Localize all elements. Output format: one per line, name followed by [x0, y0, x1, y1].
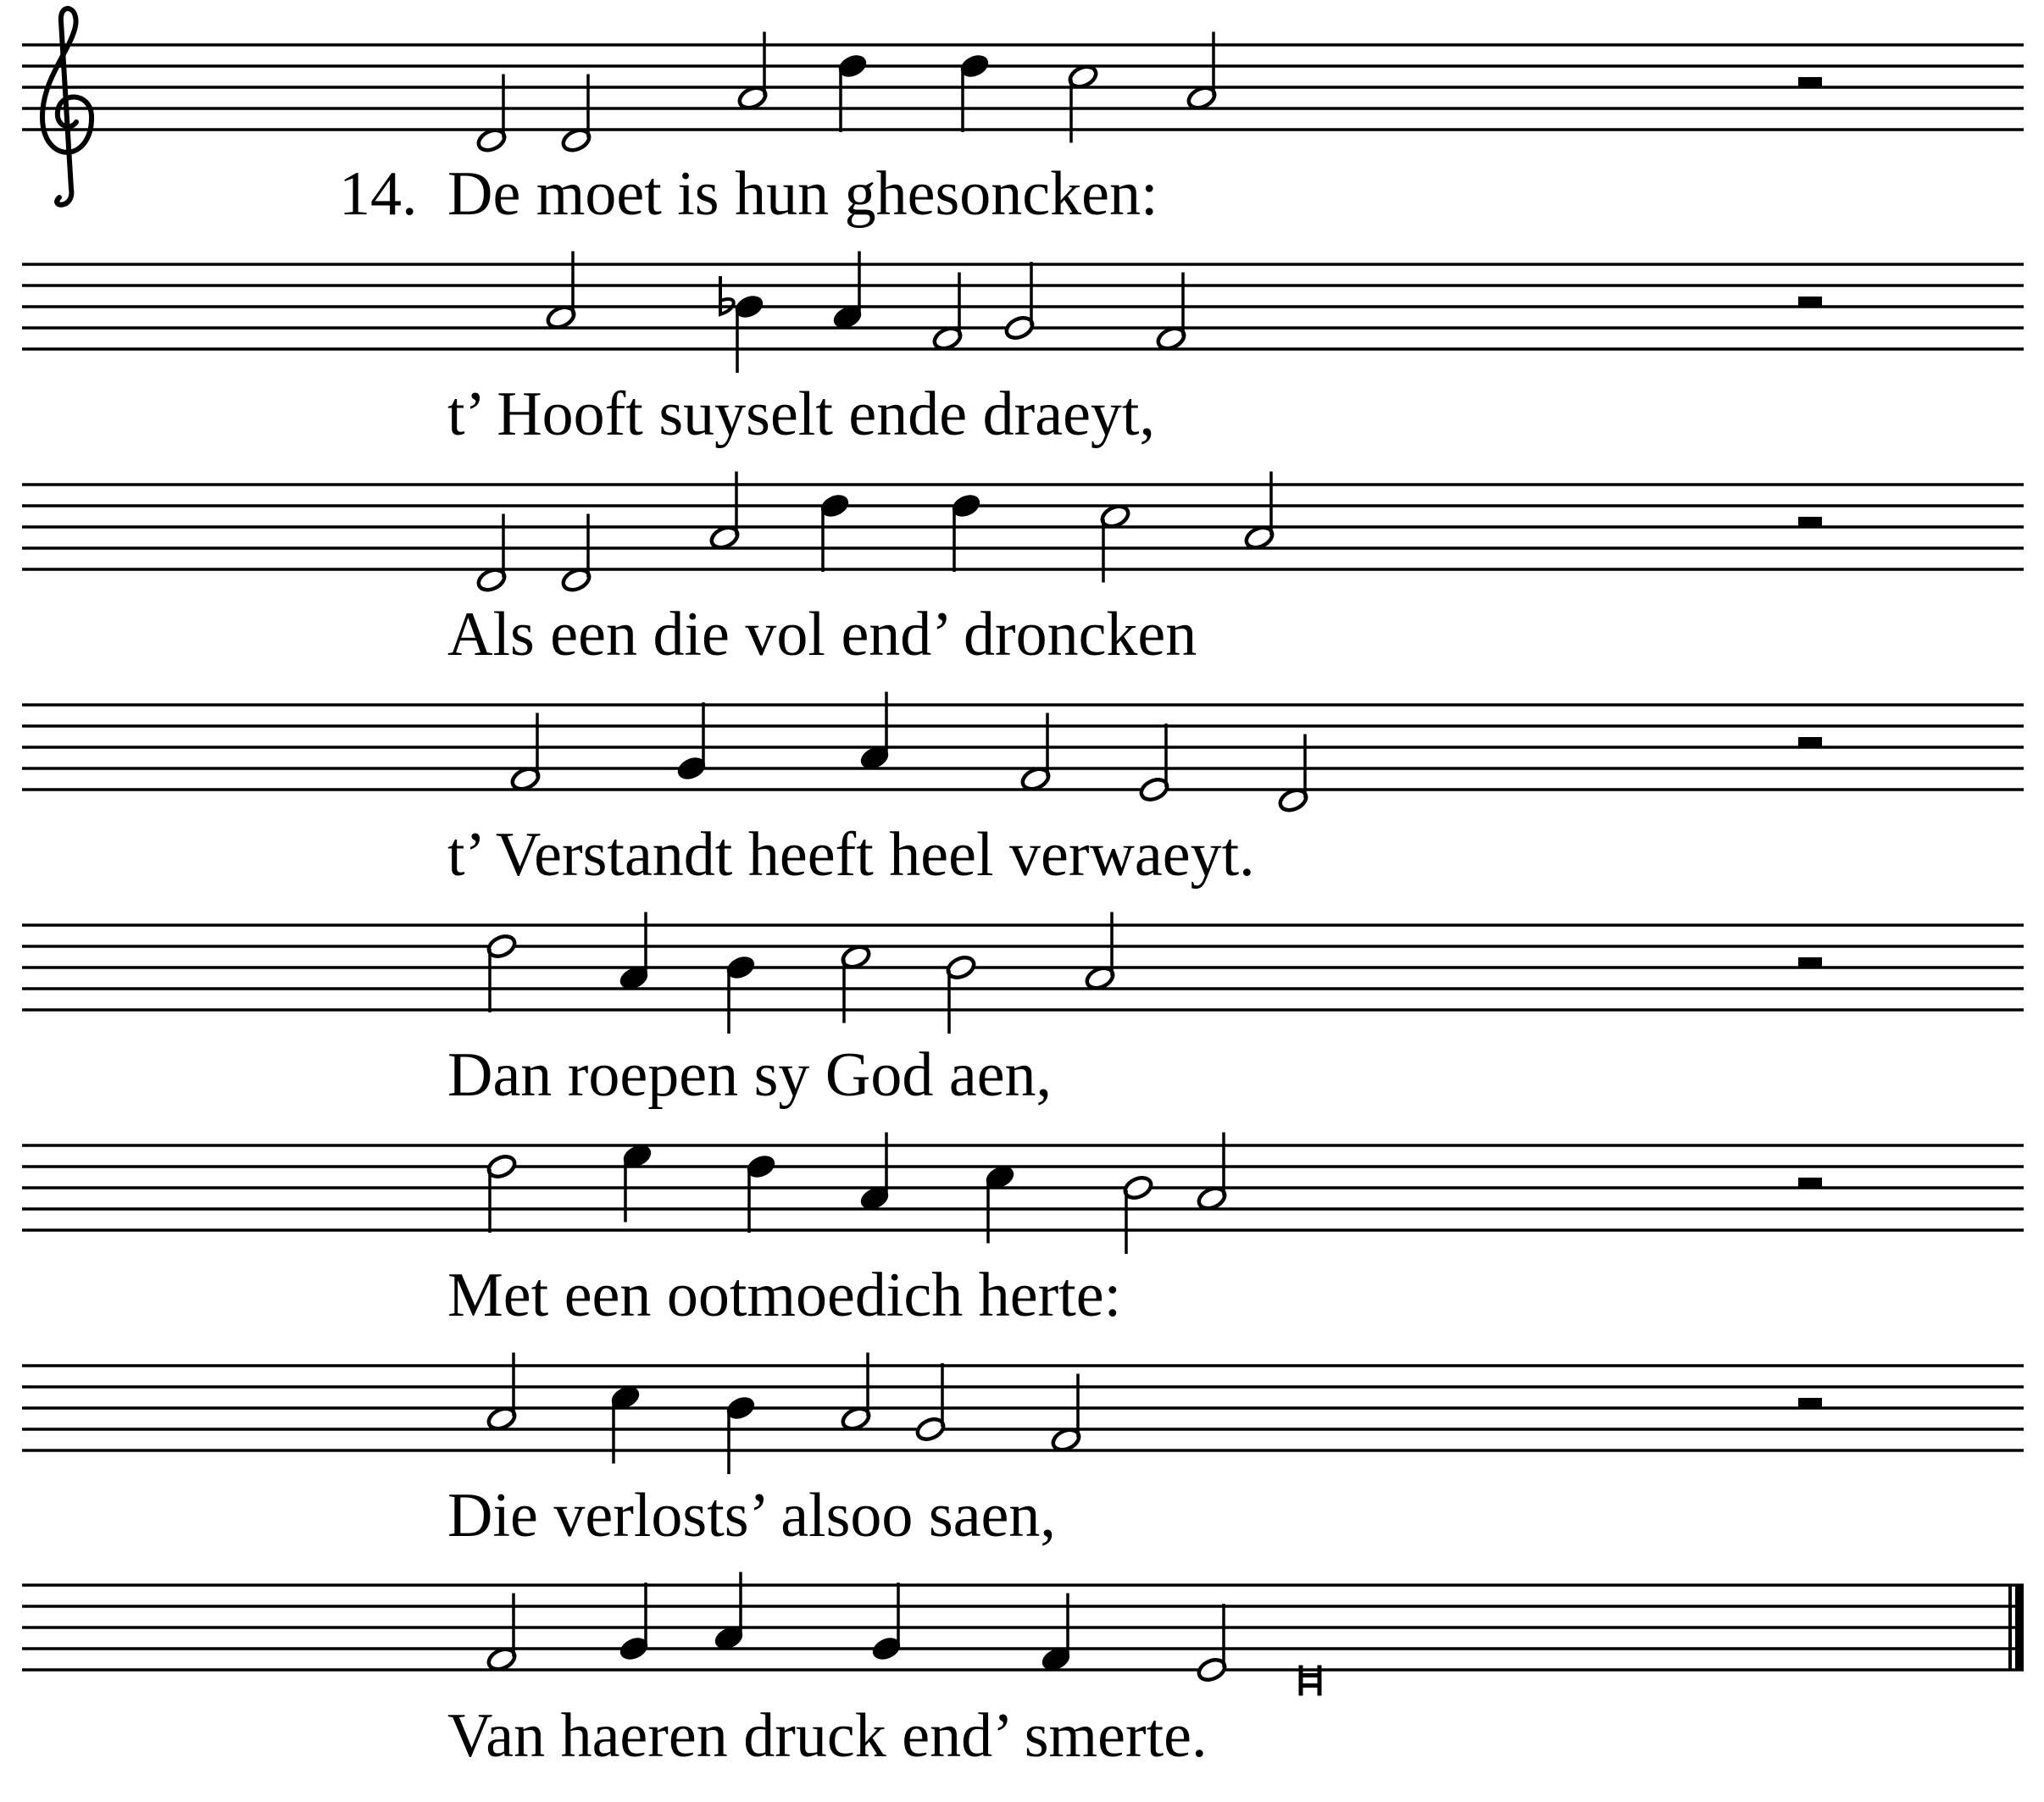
- staff-system: [22, 912, 2024, 1034]
- half-rest: [1798, 1398, 1822, 1408]
- lyric-line: Dan roepen sy God aen,: [447, 1040, 1053, 1110]
- lyric-line: De moet is hun ghesoncken:: [447, 159, 1158, 229]
- half-rest: [1798, 77, 1822, 87]
- treble-clef-icon: [42, 8, 92, 205]
- staff-system: [22, 252, 2024, 374]
- half-rest: [1798, 737, 1822, 747]
- staff-system: [22, 1133, 2024, 1255]
- staff-system: [22, 1572, 2024, 1696]
- half-rest: [1798, 957, 1822, 968]
- staff-system: [22, 472, 2024, 594]
- lyric-line: Met een ootmoedich herte:: [447, 1261, 1122, 1330]
- lyric-line: t’ Verstandt heeft heel verwaeyt.: [447, 820, 1255, 890]
- half-rest: [1798, 517, 1822, 527]
- staff-system: [22, 1353, 2024, 1475]
- verse-number: 14.: [339, 159, 418, 229]
- lyric-line: t’ Hooft suyselt ende draeyt,: [447, 380, 1155, 449]
- half-rest: [1798, 1178, 1822, 1188]
- lyric-line: Die verlosts’ alsoo saen,: [447, 1481, 1056, 1550]
- staff-system: [22, 692, 2024, 814]
- final-barline: [2015, 1585, 2024, 1670]
- lyric-line: Als een die vol end’ droncken: [447, 600, 1197, 669]
- half-rest: [1798, 297, 1822, 307]
- staff-system: [22, 32, 2024, 154]
- lyric-line: Van haeren druck end’ smerte.: [447, 1701, 1208, 1771]
- flat-accidental: [720, 276, 734, 314]
